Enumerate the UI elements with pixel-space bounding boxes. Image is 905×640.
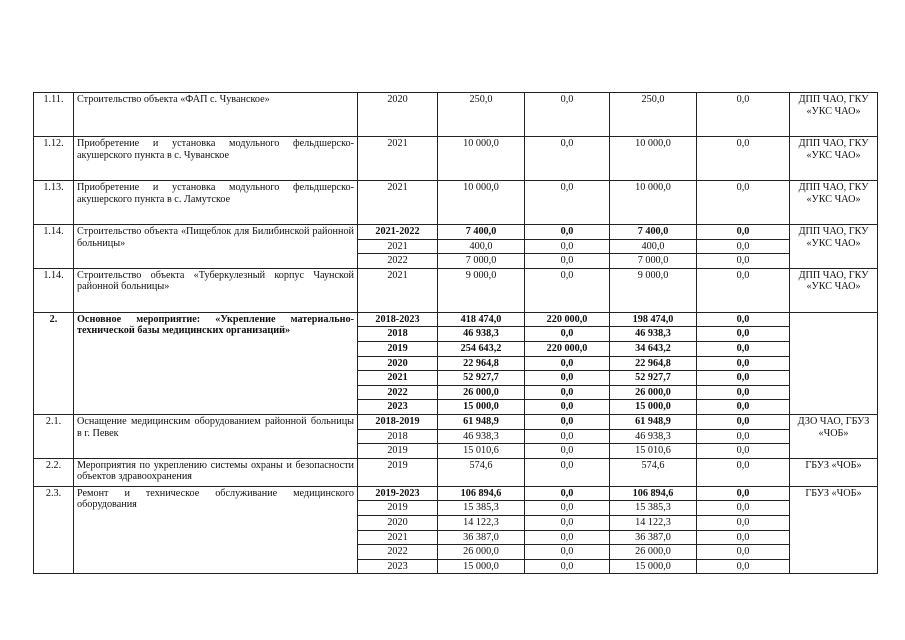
year-cell: 2022 xyxy=(358,545,438,560)
municipal-budget-cell: 0,0 xyxy=(697,385,790,400)
municipal-budget-cell: 0,0 xyxy=(697,458,790,486)
federal-budget-cell: 0,0 xyxy=(525,444,610,459)
federal-budget-cell: 0,0 xyxy=(525,356,610,371)
row-number: 1.14. xyxy=(34,225,74,269)
year-cell: 2021 xyxy=(358,371,438,386)
activity-name: Приобретение и установка модульного фельдшерско-акушерского пункта в с. Чуванское xyxy=(74,137,358,181)
total-cell: 26 000,0 xyxy=(438,545,525,560)
year-cell: 2021-2022 xyxy=(358,225,438,240)
activity-name: Строительство объекта «ФАП с. Чуванское» xyxy=(74,93,358,137)
total-cell: 574,6 xyxy=(438,458,525,486)
municipal-budget-cell: 0,0 xyxy=(697,515,790,530)
year-cell: 2019 xyxy=(358,341,438,356)
year-cell: 2019 xyxy=(358,458,438,486)
row-number: 2.1. xyxy=(34,414,74,458)
year-cell: 2019-2023 xyxy=(358,486,438,501)
municipal-budget-cell: 0,0 xyxy=(697,444,790,459)
year-cell: 2020 xyxy=(358,93,438,137)
federal-budget-cell: 0,0 xyxy=(525,545,610,560)
executor-cell: ДПП ЧАО, ГКУ «УКС ЧАО» xyxy=(790,93,878,137)
regional-budget-cell: 15 385,3 xyxy=(610,501,697,516)
total-cell: 10 000,0 xyxy=(438,137,525,181)
regional-budget-cell: 36 387,0 xyxy=(610,530,697,545)
federal-budget-cell: 0,0 xyxy=(525,225,610,240)
table-row xyxy=(34,312,878,327)
total-cell: 15 000,0 xyxy=(438,559,525,574)
federal-budget-cell: 220 000,0 xyxy=(525,341,610,356)
total-cell: 52 927,7 xyxy=(438,371,525,386)
regional-budget-cell: 34 643,2 xyxy=(610,341,697,356)
table-row xyxy=(34,414,878,429)
municipal-budget-cell: 0,0 xyxy=(697,501,790,516)
municipal-budget-cell: 0,0 xyxy=(697,268,790,312)
total-cell: 10 000,0 xyxy=(438,181,525,225)
year-cell: 2018 xyxy=(358,327,438,342)
federal-budget-cell: 0,0 xyxy=(525,239,610,254)
row-number: 2.2. xyxy=(34,458,74,486)
municipal-budget-cell: 0,0 xyxy=(697,356,790,371)
total-cell: 250,0 xyxy=(438,93,525,137)
federal-budget-cell: 0,0 xyxy=(525,530,610,545)
regional-budget-cell: 15 000,0 xyxy=(610,400,697,415)
year-cell: 2020 xyxy=(358,515,438,530)
federal-budget-cell: 0,0 xyxy=(525,268,610,312)
year-cell: 2023 xyxy=(358,400,438,415)
municipal-budget-cell: 0,0 xyxy=(697,429,790,444)
municipal-budget-cell: 0,0 xyxy=(697,181,790,225)
federal-budget-cell: 0,0 xyxy=(525,327,610,342)
year-cell: 2019 xyxy=(358,444,438,459)
municipal-budget-cell: 0,0 xyxy=(697,559,790,574)
regional-budget-cell: 7 400,0 xyxy=(610,225,697,240)
table-row xyxy=(34,268,878,312)
year-cell: 2022 xyxy=(358,254,438,269)
municipal-budget-cell: 0,0 xyxy=(697,371,790,386)
table-row xyxy=(34,93,878,137)
row-number: 1.14. xyxy=(34,268,74,312)
activity-name: Мероприятия по укреплению системы охраны и безопасности объектов здравоохранения xyxy=(74,458,358,486)
activity-name: Приобретение и установка модульного фельдшерско-акушерского пункта в с. Ламутское xyxy=(74,181,358,225)
municipal-budget-cell: 0,0 xyxy=(697,486,790,501)
federal-budget-cell: 0,0 xyxy=(525,254,610,269)
regional-budget-cell: 106 894,6 xyxy=(610,486,697,501)
year-cell: 2021 xyxy=(358,239,438,254)
regional-budget-cell: 198 474,0 xyxy=(610,312,697,327)
total-cell: 254 643,2 xyxy=(438,341,525,356)
total-cell: 36 387,0 xyxy=(438,530,525,545)
regional-budget-cell: 15 000,0 xyxy=(610,559,697,574)
municipal-budget-cell: 0,0 xyxy=(697,225,790,240)
total-cell: 15 000,0 xyxy=(438,400,525,415)
executor-cell xyxy=(790,312,878,414)
year-cell: 2021 xyxy=(358,268,438,312)
regional-budget-cell: 9 000,0 xyxy=(610,268,697,312)
row-number: 1.13. xyxy=(34,181,74,225)
municipal-budget-cell: 0,0 xyxy=(697,93,790,137)
program-activities-table xyxy=(33,92,878,574)
total-cell: 400,0 xyxy=(438,239,525,254)
regional-budget-cell: 400,0 xyxy=(610,239,697,254)
municipal-budget-cell: 0,0 xyxy=(697,530,790,545)
municipal-budget-cell: 0,0 xyxy=(697,239,790,254)
activity-name: Оснащение медицинским оборудованием районной больницы в г. Певек xyxy=(74,414,358,458)
federal-budget-cell: 0,0 xyxy=(525,486,610,501)
municipal-budget-cell: 0,0 xyxy=(697,400,790,415)
year-cell: 2023 xyxy=(358,559,438,574)
row-number: 2. xyxy=(34,312,74,414)
year-cell: 2021 xyxy=(358,137,438,181)
year-cell: 2020 xyxy=(358,356,438,371)
total-cell: 7 400,0 xyxy=(438,225,525,240)
regional-budget-cell: 574,6 xyxy=(610,458,697,486)
regional-budget-cell: 52 927,7 xyxy=(610,371,697,386)
table-body xyxy=(34,93,878,574)
federal-budget-cell: 0,0 xyxy=(525,93,610,137)
activity-name: Ремонт и техническое обслуживание медицинского оборудования xyxy=(74,486,358,574)
municipal-budget-cell: 0,0 xyxy=(697,137,790,181)
total-cell: 61 948,9 xyxy=(438,414,525,429)
row-number: 2.3. xyxy=(34,486,74,574)
total-cell: 14 122,3 xyxy=(438,515,525,530)
table-row xyxy=(34,225,878,240)
regional-budget-cell: 15 010,6 xyxy=(610,444,697,459)
regional-budget-cell: 61 948,9 xyxy=(610,414,697,429)
year-cell: 2021 xyxy=(358,530,438,545)
regional-budget-cell: 46 938,3 xyxy=(610,327,697,342)
executor-cell: ДПП ЧАО, ГКУ «УКС ЧАО» xyxy=(790,268,878,312)
federal-budget-cell: 0,0 xyxy=(525,559,610,574)
federal-budget-cell: 0,0 xyxy=(525,181,610,225)
regional-budget-cell: 10 000,0 xyxy=(610,137,697,181)
federal-budget-cell: 0,0 xyxy=(525,501,610,516)
federal-budget-cell: 0,0 xyxy=(525,429,610,444)
total-cell: 22 964,8 xyxy=(438,356,525,371)
table-row xyxy=(34,486,878,501)
year-cell: 2019 xyxy=(358,501,438,516)
executor-cell: ГБУЗ «ЧОБ» xyxy=(790,458,878,486)
regional-budget-cell: 46 938,3 xyxy=(610,429,697,444)
executor-cell: ГБУЗ «ЧОБ» xyxy=(790,486,878,574)
executor-cell: ДПП ЧАО, ГКУ «УКС ЧАО» xyxy=(790,137,878,181)
year-cell: 2018-2023 xyxy=(358,312,438,327)
federal-budget-cell: 0,0 xyxy=(525,458,610,486)
year-cell: 2018-2019 xyxy=(358,414,438,429)
executor-cell: ДЗО ЧАО, ГБУЗ «ЧОБ» xyxy=(790,414,878,458)
total-cell: 46 938,3 xyxy=(438,429,525,444)
activity-name: Основное мероприятие: «Укрепление материально-технической базы медицинских организаций» xyxy=(74,312,358,414)
municipal-budget-cell: 0,0 xyxy=(697,341,790,356)
executor-cell: ДПП ЧАО, ГКУ «УКС ЧАО» xyxy=(790,225,878,269)
year-cell: 2021 xyxy=(358,181,438,225)
regional-budget-cell: 26 000,0 xyxy=(610,545,697,560)
federal-budget-cell: 0,0 xyxy=(525,371,610,386)
activity-name: Строительство объекта «Пищеблок для Билибинской районной больницы» xyxy=(74,225,358,269)
federal-budget-cell: 220 000,0 xyxy=(525,312,610,327)
year-cell: 2022 xyxy=(358,385,438,400)
regional-budget-cell: 10 000,0 xyxy=(610,181,697,225)
table-row xyxy=(34,181,878,225)
year-cell: 2018 xyxy=(358,429,438,444)
row-number: 1.11. xyxy=(34,93,74,137)
total-cell: 7 000,0 xyxy=(438,254,525,269)
federal-budget-cell: 0,0 xyxy=(525,414,610,429)
regional-budget-cell: 7 000,0 xyxy=(610,254,697,269)
federal-budget-cell: 0,0 xyxy=(525,385,610,400)
regional-budget-cell: 250,0 xyxy=(610,93,697,137)
regional-budget-cell: 26 000,0 xyxy=(610,385,697,400)
federal-budget-cell: 0,0 xyxy=(525,515,610,530)
municipal-budget-cell: 0,0 xyxy=(697,312,790,327)
total-cell: 46 938,3 xyxy=(438,327,525,342)
table-row xyxy=(34,458,878,486)
row-number: 1.12. xyxy=(34,137,74,181)
total-cell: 418 474,0 xyxy=(438,312,525,327)
total-cell: 26 000,0 xyxy=(438,385,525,400)
federal-budget-cell: 0,0 xyxy=(525,137,610,181)
total-cell: 106 894,6 xyxy=(438,486,525,501)
municipal-budget-cell: 0,0 xyxy=(697,414,790,429)
municipal-budget-cell: 0,0 xyxy=(697,545,790,560)
total-cell: 15 010,6 xyxy=(438,444,525,459)
federal-budget-cell: 0,0 xyxy=(525,400,610,415)
total-cell: 15 385,3 xyxy=(438,501,525,516)
regional-budget-cell: 22 964,8 xyxy=(610,356,697,371)
regional-budget-cell: 14 122,3 xyxy=(610,515,697,530)
total-cell: 9 000,0 xyxy=(438,268,525,312)
municipal-budget-cell: 0,0 xyxy=(697,254,790,269)
activity-name: Строительство объекта «Туберкулезный корпус Чаунской районной больницы» xyxy=(74,268,358,312)
municipal-budget-cell: 0,0 xyxy=(697,327,790,342)
executor-cell: ДПП ЧАО, ГКУ «УКС ЧАО» xyxy=(790,181,878,225)
table-row xyxy=(34,137,878,181)
